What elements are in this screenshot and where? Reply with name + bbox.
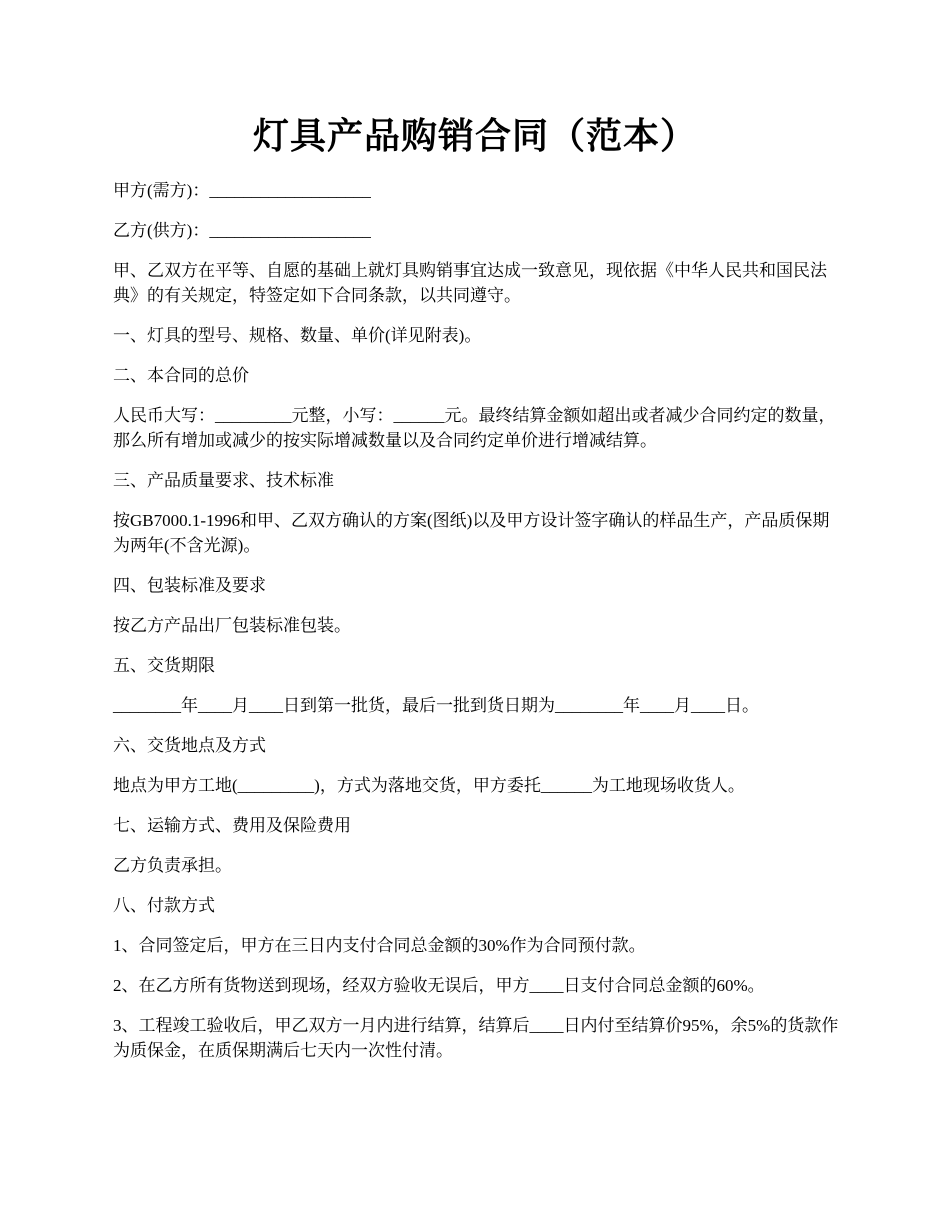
party-a-line: 甲方(需方)：___________________ <box>113 181 371 200</box>
document-title: 灯具产品购销合同（范本） <box>252 116 697 156</box>
payment-item-1: 1、合同签定后，甲方在三日内支付合同总金额的30%作为合同预付款。 <box>113 936 646 955</box>
transport-paragraph: 乙方负责承担。 <box>113 856 232 875</box>
delivery-place-paragraph: 地点为甲方工地(_________)，方式为落地交货，甲方委托______为工地现场收货人。 <box>113 776 745 795</box>
total-price-paragraph: 人民币大写：_________元整，小写：______元。最终结算金额如超出或者减少合同约定的数量，那么所有增加或减少的按实际增减数量以及合同约定单价进行增减结算。 <box>113 406 836 450</box>
payment-item-2: 2、在乙方所有货物送到现场，经双方验收无误后，甲方____日支付合同总金额的60%。 <box>113 976 765 995</box>
section-heading-5: 五、交货期限 <box>113 656 215 675</box>
payment-item-3: 3、工程竣工验收后，甲乙双方一月内进行结算，结算后____日内付至结算价95%，余5%的货款作为质保金，在质保期满后七天内一次性付清。 <box>113 1016 839 1060</box>
delivery-date-paragraph: ________年____月____日到第一批货，最后一批到货日期为________年____月____日。 <box>113 696 759 715</box>
section-heading-8: 八、付款方式 <box>113 896 215 915</box>
party-b-line: 乙方(供方)：___________________ <box>113 221 371 240</box>
section-heading-2: 二、本合同的总价 <box>113 366 249 385</box>
packaging-paragraph: 按乙方产品出厂包装标准包装。 <box>113 616 351 635</box>
section-heading-4: 四、包装标准及要求 <box>113 576 266 595</box>
section-heading-1: 一、灯具的型号、规格、数量、单价(详见附表)。 <box>113 326 482 345</box>
quality-paragraph: 按GB7000.1-1996和甲、乙双方确认的方案(图纸)以及甲方设计签字确认的样品生产，产品质保期为两年(不含光源)。 <box>113 511 830 555</box>
preamble-paragraph: 甲、乙双方在平等、自愿的基础上就灯具购销事宜达成一致意见，现依据《中华人民共和国民法典》的有关规定，特签定如下合同条款，以共同遵守。 <box>113 261 827 305</box>
document-body <box>113 178 845 1078</box>
section-heading-3: 三、产品质量要求、技术标准 <box>113 471 334 490</box>
section-heading-6: 六、交货地点及方式 <box>113 736 266 755</box>
section-heading-7: 七、运输方式、费用及保险费用 <box>113 816 351 835</box>
